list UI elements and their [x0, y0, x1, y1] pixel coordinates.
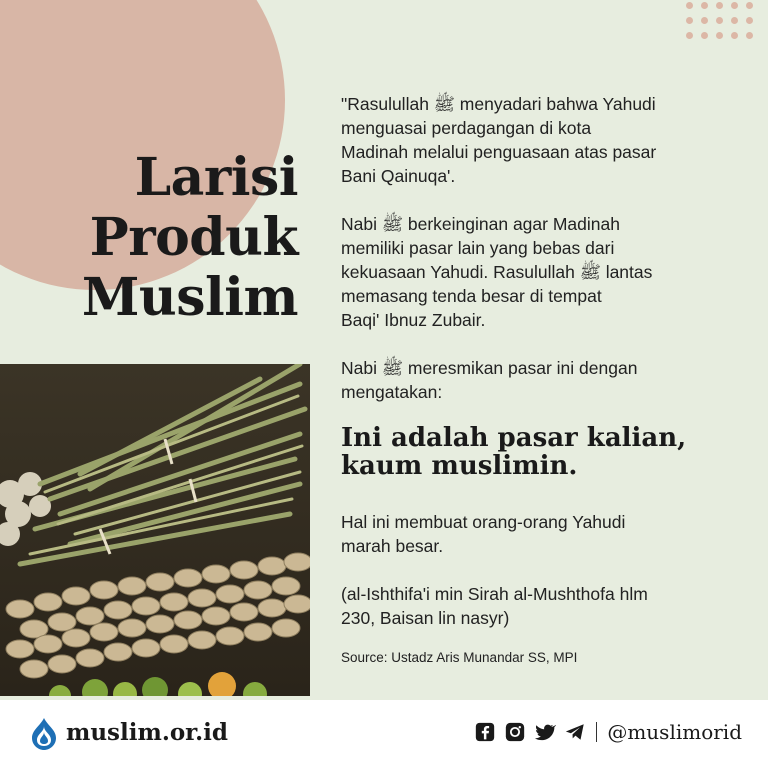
- paragraph: Hal ini membuat orang-orang Yahudi marah besar.: [341, 512, 626, 556]
- citation: (al-Ishthifa'i min Sirah al-Mushthofa hlm 230, Baisan lin nasyr): [341, 584, 648, 628]
- paragraph: Nabi ﷺ meresmikan pasar ini dengan mengatakan:: [341, 358, 638, 402]
- footer-bar: [0, 700, 768, 768]
- social-handle[interactable]: @muslimorid: [607, 720, 742, 744]
- instagram-icon[interactable]: [504, 721, 526, 743]
- title-line: Larisi: [134, 147, 298, 208]
- page-title: [0, 148, 298, 328]
- divider: [596, 722, 597, 742]
- source-credit: Source: Ustadz Aris Munandar SS, MPI: [341, 650, 578, 665]
- logo-icon: [26, 716, 62, 752]
- highlight-quote: Ini adalah pasar kalian, kaum muslimin.: [341, 423, 687, 481]
- facebook-icon[interactable]: [474, 721, 496, 743]
- paragraph: "Rasulullah ﷺ menyadari bahwa Yahudi menguasai perdagangan di kota Madinah melalui penguasaan atas pasar Bani Qainuqa'.: [341, 94, 657, 186]
- lemongrass-photo: [0, 364, 310, 696]
- social-links: [474, 720, 742, 744]
- decorative-dot-grid: [686, 2, 754, 40]
- brand-name: muslim.or.id: [66, 719, 228, 746]
- telegram-icon[interactable]: [564, 721, 586, 743]
- title-line: Produk: [89, 207, 298, 268]
- article-text: [341, 92, 751, 665]
- title-line: Muslim: [81, 267, 298, 328]
- twitter-icon[interactable]: [534, 721, 556, 743]
- paragraph: Nabi ﷺ berkeinginan agar Madinah memiliki pasar lain yang bebas dari kekuasaan Yahudi. Rasulullah ﷺ lantas memasang tenda besar di tempat Baqi' Ibnuz Zubair.: [341, 214, 653, 330]
